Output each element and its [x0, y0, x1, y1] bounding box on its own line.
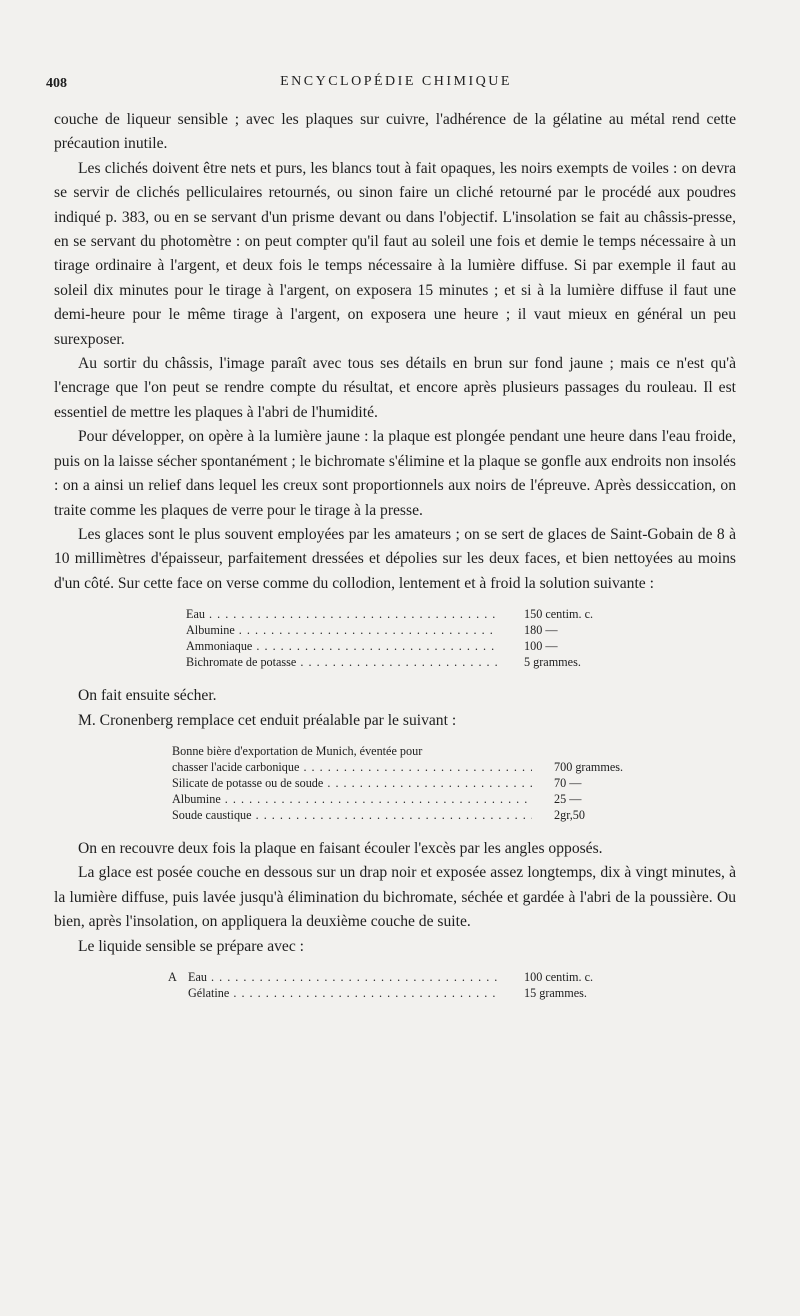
- recipe-row: [54, 638, 736, 654]
- recipe-value: 100 centim. c.: [524, 969, 594, 984]
- paragraph: Les glaces sont le plus souvent employées par les amateurs ; on se sert de glaces de Saint-Gobain de 8 à 10 millimètres d'épaisseur, parfaitement dressées et dépolies sur les deux faces, et bien nettoyées au moins d'un côté. Sur cette face on verse comme du collodion, lentement et à froid la solution suivante :: [54, 525, 736, 592]
- recipe-value: 150 centim. c.: [524, 607, 594, 622]
- paragraph-group-3: [54, 837, 736, 959]
- recipe-row: [54, 743, 736, 759]
- recipe-value: 70 —: [554, 775, 582, 790]
- page-header: [46, 74, 746, 96]
- recipe-item: Silicate de potasse ou de soude . . .: [172, 775, 532, 791]
- recipe-value: 700 grammes.: [554, 759, 624, 774]
- recipe-value: 180 —: [524, 623, 558, 638]
- recipe-item: Eau . . .: [186, 606, 498, 622]
- recipe-row: [54, 807, 736, 823]
- recipe-value: 100 —: [524, 639, 558, 654]
- recipe-row: [54, 654, 736, 670]
- paragraph: Pour développer, on opère à la lumière jaune : la plaque est plongée pendant une heure dans l'eau froide, puis on la laisse sécher spontanément ; le bichromate s'élimine et la plaque se gonfle aux endroits non insolés : on a ainsi un relief dans lequel les creux sont proportionnels aux noirs de l'épreuve. Après dessiccation, on traite comme les plaques de verre pour le tirage à la presse.: [54, 428, 736, 519]
- recipe-value: 25 —: [554, 791, 582, 806]
- recipe-row: [54, 791, 736, 807]
- recipe-row: [54, 759, 736, 775]
- paragraph: Le liquide sensible se prépare avec :: [78, 937, 305, 955]
- page-number: 408: [46, 76, 67, 91]
- recipe-item: Eau . . .: [188, 969, 498, 985]
- paragraph: couche de liqueur sensible ; avec les plaques sur cuivre, l'adhérence de la gélatine au métal rend cette précaution inutile.: [54, 111, 736, 153]
- recipe-row: [54, 985, 736, 1001]
- paragraph-group-2: [54, 684, 736, 733]
- recipe-table-1: [54, 606, 736, 670]
- recipe-item: Bonne bière d'exportation de Munich, éventée pour: [172, 743, 423, 758]
- recipe-item: Albumine . . .: [186, 622, 498, 638]
- recipe-item: Soude caustique . . .: [172, 807, 532, 823]
- recipe-value: 15 grammes.: [524, 985, 587, 1000]
- recipe-row: [54, 969, 736, 985]
- paragraph: Les clichés doivent être nets et purs, les blancs tout à fait opaques, les noirs exempts de voiles : on devra se servir de clichés pelliculaires retournés, ou sinon faire un cliché retourné par le procédé aux poudres indiqué p. 383, ou en se servant d'un prisme devant ou dans l'objectif. L'insolation se fait au châssis-presse, en se servant du photomètre : on peut compter qu'il faut au soleil une fois et demie le temps nécessaire à un tirage ordinaire à l'argent, et deux fois le temps nécessaire à la lumière diffuse. Si par exemple il faut au soleil dix minutes pour le tirage à l'argent, on exposera 15 minutes ; et si à la lumière diffuse il faut une demi-heure pour le même tirage à l'argent, on exposera une heure ; il vaut mieux en général un peu surexposer.: [54, 159, 736, 348]
- recipe-row: [54, 775, 736, 791]
- recipe-row: [54, 606, 736, 622]
- paragraph: M. Cronenberg remplace cet enduit préalable par le suivant :: [78, 711, 457, 729]
- body-text: [54, 108, 736, 1015]
- running-head: ENCYCLOPÉDIE CHIMIQUE: [280, 74, 512, 89]
- paragraph: Au sortir du châssis, l'image paraît avec tous ses détails en brun sur fond jaune ; mais ce n'est qu'à l'encrage que l'on peut se rendre compte du résultat, et encore après plusieurs passages du rouleau. Il est essentiel de mettre les plaques à l'abri de l'humidité.: [54, 355, 736, 421]
- paragraph: La glace est posée couche en dessous sur un drap noir et exposée assez longtemps, dix à vingt minutes, à la lumière diffuse, puis lavée jusqu'à élimination du bichromate, séchée et gardée à l'abri de la poussière. Ou bien, après l'insolation, on appliquera la deuxième couche de suite.: [54, 864, 736, 931]
- recipe-table-3: [54, 969, 736, 1001]
- recipe-item: Gélatine . . .: [188, 985, 498, 1001]
- recipe-table-2: [54, 743, 736, 823]
- recipe-label: A: [168, 969, 177, 984]
- recipe-value: 5 grammes.: [524, 655, 581, 670]
- paragraph: On en recouvre deux fois la plaque en faisant écouler l'excès par les angles opposés.: [78, 839, 603, 857]
- recipe-item: Ammoniaque . . .: [186, 638, 498, 654]
- recipe-row: [54, 622, 736, 638]
- paragraph-group-1: [54, 108, 736, 596]
- paragraph: On fait ensuite sécher.: [78, 687, 217, 705]
- recipe-item: chasser l'acide carbonique . . .: [172, 759, 532, 775]
- recipe-value: 2gr,50: [554, 807, 585, 822]
- recipe-item: Albumine . . .: [172, 791, 532, 807]
- recipe-item: Bichromate de potasse . . .: [186, 654, 498, 670]
